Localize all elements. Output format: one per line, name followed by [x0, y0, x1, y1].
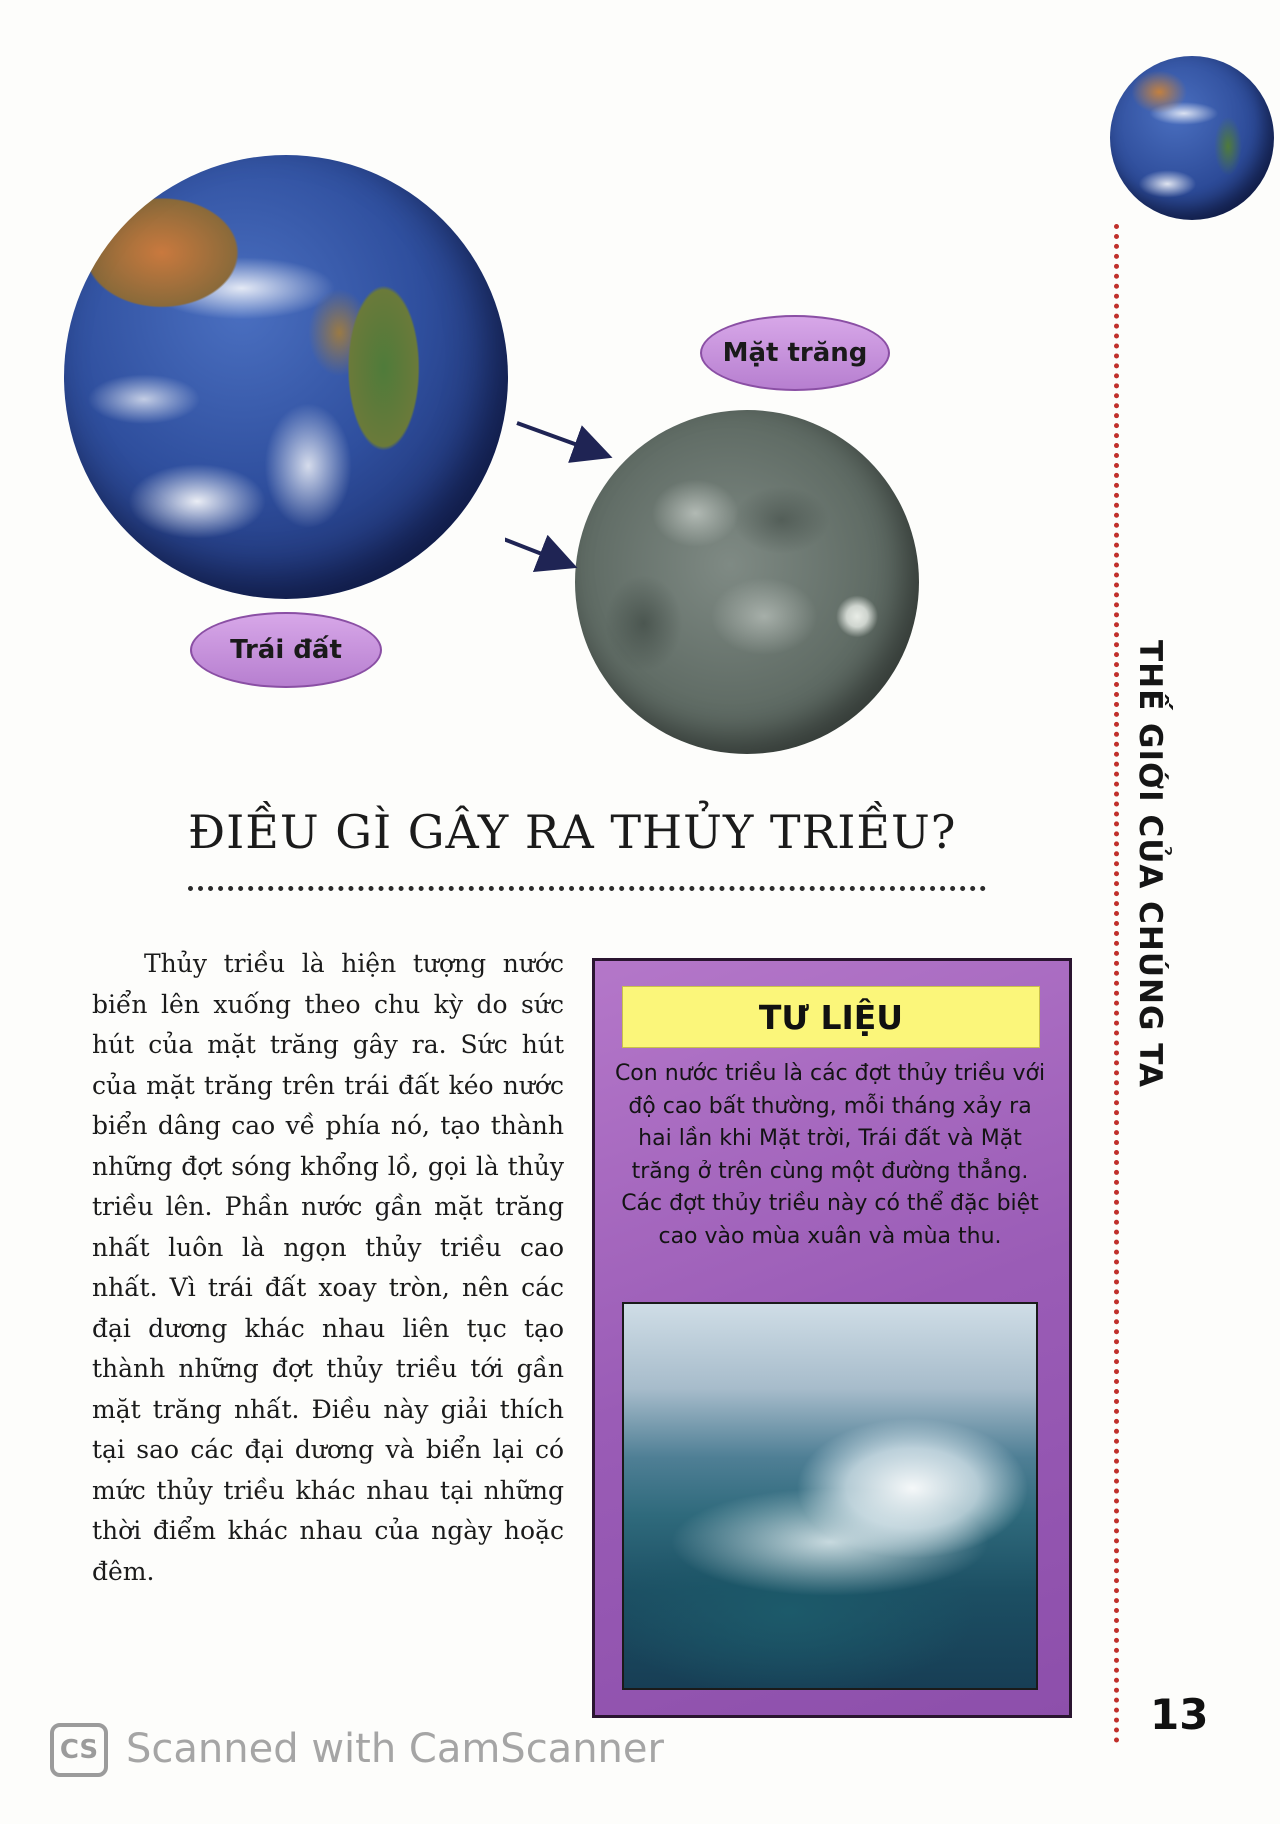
earth-label: Trái đất — [190, 612, 382, 688]
camscanner-watermark: Scanned with CamScanner — [126, 1726, 664, 1772]
running-title: THẾ GIỚI CỦA CHÚNG TA — [1132, 640, 1168, 1088]
dotted-rail — [1114, 224, 1119, 1744]
moon-image — [575, 410, 919, 754]
gravity-arrows — [505, 405, 625, 580]
page-number: 13 — [1150, 1690, 1209, 1739]
wave-photo — [622, 1302, 1038, 1690]
title-underline — [188, 886, 986, 891]
earth-image — [64, 155, 508, 599]
fact-box-text: Con nước triều là các đợt thủy triều với độ cao bất thường, mỗi tháng xảy ra hai lần khi Mặt trời, Trái đất và Mặt trăng ở trên cùng một đường thẳng. Các đợt thủy triều này có thể đặc biệt cao vào mùa xuân và mùa thu. — [614, 1061, 1046, 1249]
page-title: ĐIỀU GÌ GÂY RA THỦY TRIỀU? — [188, 805, 957, 859]
body-paragraph: Thủy triều là hiện tượng nước biển lên xuống theo chu kỳ do sức hút của mặt trăng gây ra. Sức hút của mặt trăng trên trái đất kéo nước biển dâng cao về phía nó, tạo thành những đợt sóng khổng lồ, gọi là thủy triều lên. Phần nước gần mặt trăng nhất luôn là ngọn thủy triều cao nhất. Vì trái đất xoay tròn, nên các đại dương khác nhau liên tục tạo thành những đợt thủy triều tới gần mặt trăng nhất. Điều này giải thích tại sao các đại dương và biển lại có mức thủy triều khác nhau tại những thời điểm khác nhau của ngày hoặc đêm. — [92, 949, 564, 1586]
fact-box-title: TƯ LIỆU — [622, 986, 1040, 1048]
lower-arrow — [505, 522, 570, 565]
camscanner-logo: CS — [50, 1723, 108, 1777]
earth-small-image — [1110, 56, 1274, 220]
moon-label: Mặt trăng — [700, 315, 890, 391]
upper-arrow — [517, 423, 605, 455]
